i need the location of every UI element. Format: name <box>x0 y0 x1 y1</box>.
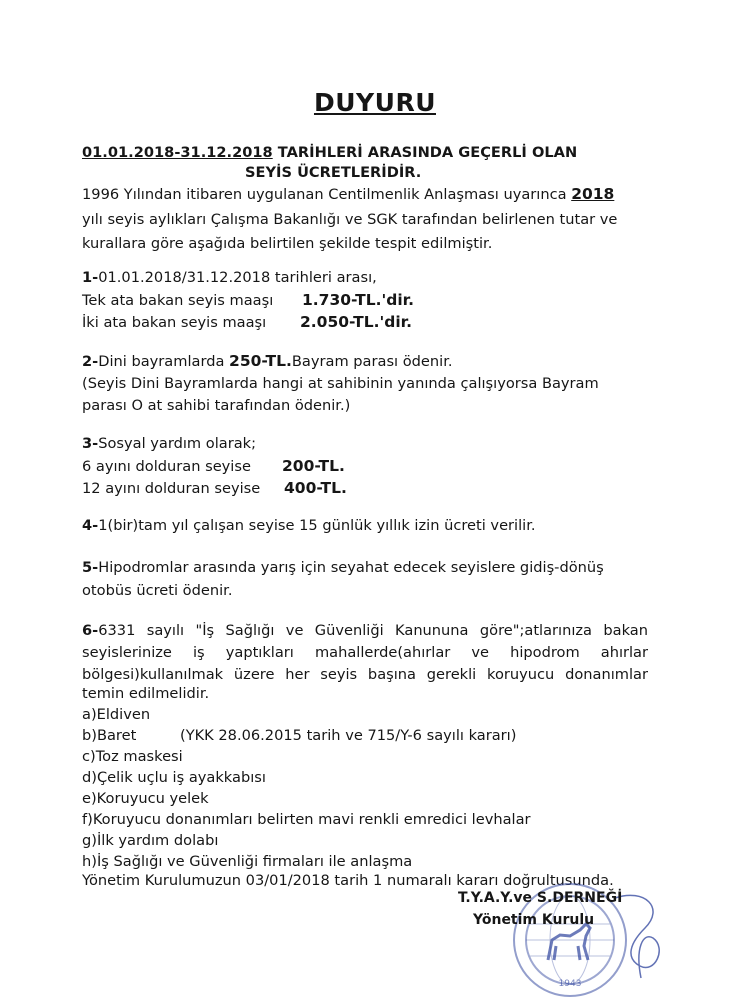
item1-number: 1- <box>82 269 99 286</box>
heading-dates: 01.01.2018-31.12.2018 <box>82 144 273 161</box>
item3-twelve-amount: 400-TL. <box>284 479 347 497</box>
item2-line-1 <box>82 351 453 372</box>
item3-six-label: 6 ayını dolduran seyise <box>82 458 251 475</box>
item4-line <box>82 516 536 536</box>
helmet-note: (YKK 28.06.2015 tarih ve 715/Y-6 sayılı kararı) <box>180 727 517 744</box>
item1-single-amount: 1.730-TL.'dir. <box>302 291 414 309</box>
signature-board: Yönetim Kurulu <box>473 912 595 928</box>
item6-line-1 <box>82 621 648 641</box>
item2-amount: 250-TL. <box>229 352 292 370</box>
list-item-signs: f)Koruyucu donanımları belirten mavi renkli emredici levhalar <box>82 811 531 828</box>
item6-line-4: temin edilmelidir. <box>82 685 210 702</box>
item6-line-2: seyislerinize iş yaptıkları mahallerde(ahırlar ve hipodrom ahırlar <box>82 644 648 661</box>
list-item-first-aid: g)İlk yardım dolabı <box>82 832 219 849</box>
item6-text: 6331 sayılı "İş Sağlığı ve Güvenliği Kanununa göre";atlarınıza bakan <box>98 622 648 639</box>
item1-double-amount: 2.050-TL.'dir. <box>300 313 412 331</box>
item5-line-2: otobüs ücreti ödenir. <box>82 582 233 599</box>
item2-line-3: parası O at sahibi tarafından ödenir.) <box>82 397 351 414</box>
list-item-steel-toe-shoes: d)Çelik uçlu iş ayakkabısı <box>82 769 266 786</box>
item3-twelve-label: 12 ayını dolduran seyise <box>82 480 261 497</box>
list-item-vest: e)Koruyucu yelek <box>82 790 209 807</box>
list-item-gloves: a)Eldiven <box>82 706 151 723</box>
item3-number: 3- <box>82 435 99 452</box>
heading-line-2: SEYİS ÜCRETLERİDİR. <box>245 164 422 181</box>
item1-single-label: Tek ata bakan seyis maaşı <box>82 292 274 309</box>
list-item-dust-mask: c)Toz maskesi <box>82 748 183 765</box>
item2-line-2: (Seyis Dini Bayramlarda hangi at sahibinin yanında çalışıyorsa Bayram <box>82 375 599 392</box>
item1-text: 01.01.2018/31.12.2018 tarihleri arası, <box>98 269 377 286</box>
item3-six-amount: 200-TL. <box>282 457 345 475</box>
item2-text-a: Dini bayramlarda <box>98 353 230 370</box>
board-decision: Yönetim Kurulumuzun 03/01/2018 tarih 1 numaralı kararı doğrultusunda. <box>82 872 614 889</box>
intro-year: 2018 <box>571 185 615 203</box>
intro-text: 1996 Yılından itibaren uygulanan Centilmenlik Anlaşması uyarınca <box>82 186 572 203</box>
item5-number: 5- <box>82 559 99 576</box>
stamp-year: 1943 <box>558 979 582 989</box>
list-item-helmet: b)Baret <box>82 727 137 744</box>
item5-line-1 <box>82 558 604 578</box>
item5-text: Hipodromlar arasında yarış için seyahat edecek seyislere gidiş-dönüş <box>98 559 604 576</box>
list-item-ohs-agreement: h)İş Sağlığı ve Güvenliği firmaları ile anlaşma <box>82 853 413 870</box>
signature-organization: T.Y.A.Y.ve S.DERNEĞİ <box>458 890 623 906</box>
intro-line-1 <box>82 184 614 205</box>
item1-double-label: İki ata bakan seyis maaşı <box>82 314 267 331</box>
item2-number: 2- <box>82 353 99 370</box>
heading-line-1 <box>82 143 577 163</box>
item6-number: 6- <box>82 622 99 639</box>
item3-text: Sosyal yardım olarak; <box>98 435 257 452</box>
intro-line-2: yılı seyis aylıkları Çalışma Bakanlığı ve SGK tarafından belirlenen tutar ve <box>82 211 618 228</box>
intro-line-3: kurallara göre aşağıda belirtilen şekilde tespit edilmiştir. <box>82 235 493 252</box>
item4-number: 4- <box>82 517 99 534</box>
heading-text: TARİHLERİ ARASINDA GEÇERLİ OLAN <box>272 144 578 161</box>
item2-text-b: Bayram parası ödenir. <box>291 353 453 370</box>
announcement-title: DUYURU <box>313 88 436 117</box>
item4-text: 1(bir)tam yıl çalışan seyise 15 günlük yıllık izin ücreti verilir. <box>98 517 536 534</box>
item1-line-1 <box>82 268 377 288</box>
item6-line-3: bölgesi)kullanılmak üzere her seyis başına gerekli koruyucu donanımlar <box>82 666 648 683</box>
item3-line-1 <box>82 434 256 454</box>
